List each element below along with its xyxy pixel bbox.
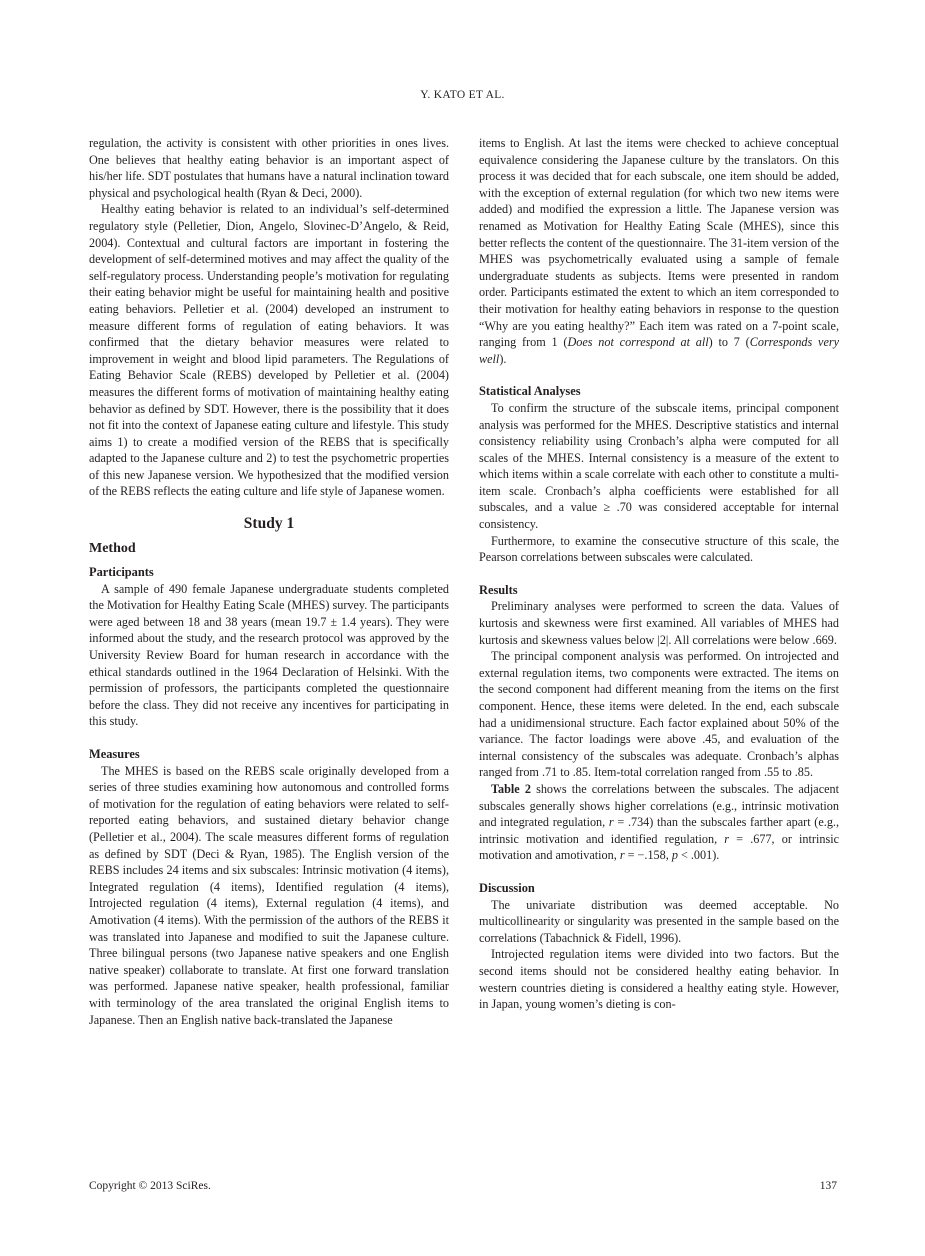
participants-text: A sample of 490 female Japanese undergraduate students completed the Motivation for Healthy Eating Scale (MHES) survey. The participants were aged between 18 and 38 years (mean 19.7 ± 1.4 years). They were informed about the study, and the research protocol was approved by the University Review Board for human research in accordance with the ethical standards outlined in the 1964 Declaration of Helsinki. With the permission of professors, the participants completed the questionnaire before the class. They did not receive any incentives for participating in this study. — [89, 581, 449, 729]
statistical-analyses-text-2: Furthermore, to examine the consecutive structure of this scale, the Pearson correlations between subscales were calculated. — [479, 533, 839, 565]
copyright-footer: Copyright © 2013 SciRes. — [89, 1180, 211, 1192]
running-head: Y. KATO ET AL. — [420, 89, 505, 101]
page-number: 137 — [819, 1180, 837, 1192]
intro-paragraph-continued: regulation, the activity is consistent with other priorities in ones lives. One believes that healthy eating behavior is an important aspect of his/her life. SDT postulates that humans have a natural inclination toward physical and psychological health (Ryan & Deci, 2000). — [89, 136, 449, 200]
method-title: Method — [89, 541, 136, 557]
results-heading: Results — [479, 582, 518, 597]
measures-text-continued: items to English. At last the items were checked to achieve conceptual equivalence considering the Japanese culture by the translators. On this process it was decided that for each subscale, one item should be added, with the exception of external regulation (for which two new items were added) and modified the expression a little. The Japanese version was renamed as Motivation for Healthy Eating Scale (MHES), since this better reflects the content of the questionnaire. The 31-item version of the MHES was psychometrically evaluated using a sample of female undergraduate students as subjects. Items were presented in random order. Participants estimated the extent to which an item corresponded to their motivation for healthy eating behaviors in response to the question “Why are you eating healthy?” Each item was rated on a 7-point scale, ranging from 1 (Does not correspond at all) to 7 (Corresponds very well). — [479, 136, 840, 366]
table-2-reference[interactable]: Table 2 — [491, 781, 531, 796]
measures-text: The MHES is based on the REBS scale originally developed from a series of three studies examining how autonomous and controlled forms of motivation for the regulation of eating behaviors were related to self-reported eating behaviors, and sustained dietary behavior change (Pelletier et al., 2004). The scale measures different forms of regulation as defined by SDT (Deci & Ryan, 1985). The English version of the REBS includes 24 items and six subscales: Intrinsic motivation (4 items), Integrated regulation (4 items), Identified regulation (4 items), Introjected regulation (4 items), External regulation (4 items), and Amotivation (4 items). With the permission of the authors of the REBS it was translated into Japanese and modified to suit the Japanese culture. Three bilingual persons (two Japanese native speakers and one English native speaker) collaborate to translate. At first one forward translation was performed. Japanese native speaker, health professional, familiar with terminology of the area translated the original English items to Japanese. Then an English native back-translated the Japanese — [89, 763, 449, 1027]
statistical-analyses-heading: Statistical Analyses — [479, 384, 581, 399]
left-column — [89, 135, 449, 1028]
results-text-3: Table 2 shows the correlations between the subscales. The adjacent subscales generally shows higher correlations (e.g., intrinsic motivation and integrated regulation, r = .734) than the subscales farther apart (e.g., intrinsic motivation and identified regulation, r = .677, or intrinsic motivation and amotivation, r = −.158, p < .001). — [479, 781, 840, 863]
scale-anchor-high: Corresponds very well — [479, 335, 840, 366]
right-column — [479, 135, 839, 1013]
measures-heading: Measures — [89, 747, 140, 761]
scale-anchor-low: Does not correspond at all — [567, 335, 709, 350]
results-text-2: The principal component analysis was performed. On introjected and external regulation items, two components were extracted. The items on the second component had different meaning from the items on the first component. Hence, these items were deleted. In the end, each subscale had a unidimensional structure. Each factor explained about 50% of the variance. The factor loadings were above .45, and evaluation of the internal consistency of the subscales was adequate. Cronbach’s alphas ranged from .71 to .85. Item-total correlation ranged from .55 to .85. — [479, 649, 839, 780]
study-title: Study 1 — [243, 515, 295, 533]
statistical-analyses-text-1: To confirm the structure of the subscale items, principal component analysis was performed for the MHES. Descriptive statistics and internal consistency reliability using Cronbach’s alpha were computed for all scales of the MHES. Internal consistency is a measure of the extent to which items within a scale correlate with each other to constitute a multi-item scale. Cronbach’s alpha coefficients were established for all subscales, and a value ≥ .70 was considered acceptable for internal consistency. — [479, 400, 839, 532]
results-text-1: Preliminary analyses were performed to screen the data. Values of kurtosis and skewness were first examined. All variables of MHES had kurtosis and skewness values below |2|. All correlations were below .669. — [479, 599, 839, 647]
discussion-text-2: Introjected regulation items were divided into two factors. But the second items should not be considered healthy eating behavior. In western countries dieting is considered a healthy eating style. However, in Japan, young women’s dieting is con- — [479, 947, 839, 1012]
discussion-text-1: The univariate distribution was deemed acceptable. No multicollinearity or singularity was presented in the sample based on the correlations (Tabachnick & Fidell, 1996). — [479, 897, 839, 945]
participants-heading: Participants — [89, 565, 154, 580]
intro-paragraph-2: Healthy eating behavior is related to an individual’s self-determined regulatory style (Pelletier, Dion, Angelo, Slovinec-D’Angelo, & Reid, 2004). Contextual and cultural factors are important in fostering the development of self-determined motives and may affect the quality of the self-regulatory process. Understanding people’s motivation for regulating their eating behavior might be useful for maintaining health and positive eating behaviors. Pelletier et al. (2004) developed an instrument to measure different forms of regulation of eating behaviors. It was confirmed that the dietary behavior measures were related to improvement in weight and blood lipid parameters. The Regulations of Eating Behavior Scale (REBS) developed by Pelletier et al. (2004) measures the different forms of motivation of maintaining healthy eating behavior as defined by SDT. However, there is the possibility that it does not fit into the context of Japanese eating culture and lifestyle. This study aims 1) to create a modified version of the REBS that is specifically adapted to the Japanese culture and 2) to test the psychometric properties of this new Japanese version. We hypothesized that the modified version of the REBS reflects the eating culture and life style of Japanese women. — [89, 202, 449, 499]
discussion-heading: Discussion — [479, 880, 535, 895]
